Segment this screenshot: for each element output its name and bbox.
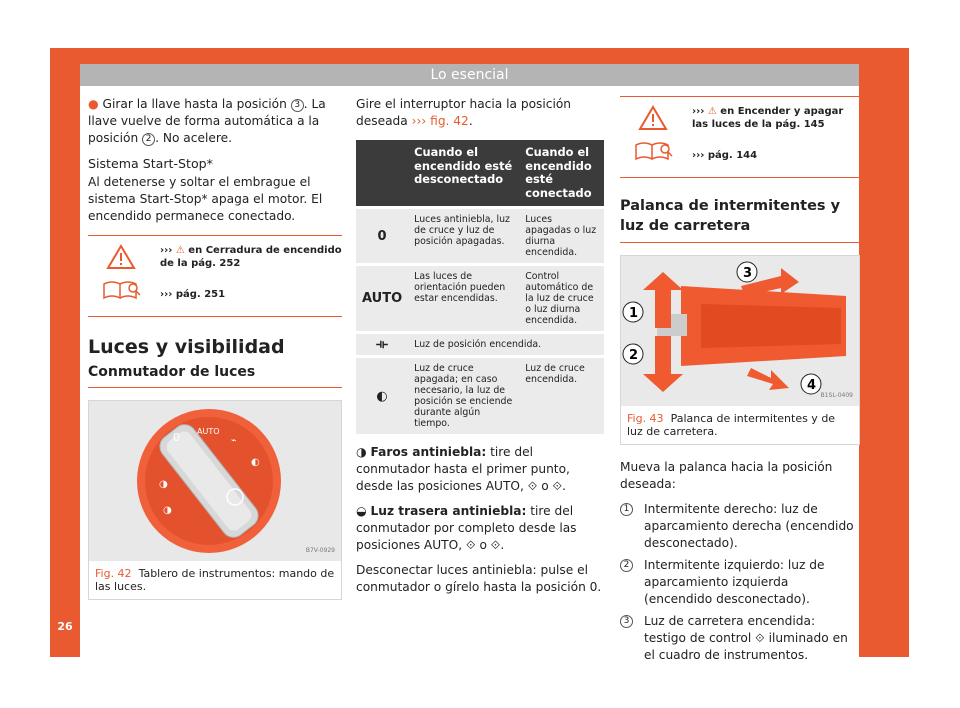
page-reference[interactable]: ››› pág. 251: [160, 289, 226, 300]
warning-text: en Cerradura de encendido de la pág. 252: [160, 245, 342, 269]
stalk-image: [621, 256, 859, 406]
table-header-row: [356, 140, 604, 208]
arrows: ›››: [160, 245, 173, 256]
page-reference[interactable]: ››› pág. 144: [692, 150, 758, 161]
text: Gire el interruptor hacia la posición deseada: [356, 97, 572, 128]
parking-light-icon: ⟛: [356, 333, 408, 357]
warning-text: en Encender y apagar las luces de la pág. 145: [692, 106, 844, 130]
step-text: Luz de carretera encendida: testigo de control ⟐ iluminado en el cuadro de instrumentos.: [644, 614, 848, 662]
warning-reference[interactable]: [160, 244, 342, 270]
table-row: [356, 208, 604, 265]
list-item: [620, 613, 860, 664]
table-header-off: Cuando el encendido esté desconectado: [408, 140, 519, 208]
table-cell: Luz de cruce encendida.: [519, 357, 604, 435]
table-header-symbol: [356, 140, 408, 208]
warning-box: [620, 96, 860, 178]
figure-link[interactable]: ››› fig. 42: [411, 114, 469, 128]
figure-42: [88, 400, 342, 600]
steps-list: [620, 501, 860, 664]
warning-icon: [106, 244, 136, 270]
low-beam-icon: ◐: [356, 357, 408, 435]
table-cell: Luz de posición encendida.: [408, 333, 604, 357]
fog-paragraph: [356, 444, 604, 495]
text: . La llave vuelve de forma automática a la posición: [88, 97, 326, 145]
stalk-illustration: [621, 256, 859, 406]
caption-text: Palanca de intermitentes y de luz de carretera.: [627, 412, 836, 438]
subtitle: Sistema Start-Stop*: [88, 156, 213, 171]
paragraph: Al detenerse y soltar el embrague el sistema Start-Stop* apaga el motor. El encendido permanece conectado.: [88, 175, 323, 223]
callout-3: 3: [743, 266, 753, 281]
text: tire del conmutador por completo desde las posiciones AUTO, ⟐ o ⟐.: [356, 504, 577, 552]
table-row: [356, 357, 604, 435]
text: Girar la llave hasta la posición: [102, 97, 291, 111]
light-knob-illustration: [89, 401, 341, 561]
section-title: Palanca de intermitentes y luz de carretera: [620, 196, 860, 243]
figure-43: [620, 255, 860, 445]
knob-label-0: 0: [173, 431, 180, 444]
symbol-zero: 0: [356, 208, 408, 265]
list-item: [620, 557, 860, 608]
bullet-icon: ●: [88, 97, 99, 111]
callout-2: 2: [629, 348, 639, 363]
step-number: 3: [620, 615, 633, 628]
intro-paragraph: Mueva la palanca hacia la posición deseada:: [620, 460, 833, 491]
book-icon: [634, 139, 674, 161]
text: tire del conmutador hasta el primer punto, desde las posiciones AUTO, ⟐ o ⟐.: [356, 445, 570, 493]
subsection-title: Conmutador de luces: [88, 364, 342, 388]
svg-text:◑: ◑: [163, 505, 172, 516]
text: .: [468, 114, 473, 128]
disconnect-paragraph: Desconectar luces antiniebla: pulse el conmutador o gírelo hasta la posición 0.: [356, 563, 602, 594]
column-3: [620, 96, 860, 669]
warning-mini-icon: ⚠: [175, 245, 185, 256]
table-row: [356, 333, 604, 357]
figure-credit: B7V-0929: [305, 547, 335, 554]
rear-fog-title: Luz trasera antiniebla:: [370, 504, 527, 518]
fog-light-icon: ◑: [356, 445, 367, 459]
figure-caption: [89, 561, 341, 599]
column-2: [356, 96, 604, 604]
warning-box: [88, 235, 342, 317]
book-icon: [102, 278, 142, 300]
knob-label-auto: AUTO: [197, 427, 220, 436]
figure-label: Fig. 42: [95, 567, 132, 580]
position-number: 3: [291, 99, 304, 112]
figure-label: Fig. 43: [627, 412, 664, 425]
svg-text:◐: ◐: [251, 457, 260, 468]
list-item: [620, 501, 860, 552]
table-cell: Luz de cruce apagada; en caso necesario, la luz de posición se enciende durante algún tiempo.: [408, 357, 519, 435]
text: . No acelere.: [155, 131, 232, 145]
step-text: Intermitente izquierdo: luz de aparcamiento izquierda (encendido desconectado).: [644, 558, 825, 606]
svg-text:◑: ◑: [159, 479, 168, 490]
fog-title: Faros antiniebla:: [370, 445, 487, 459]
callout-4: 4: [807, 378, 817, 393]
rear-fog-paragraph: [356, 503, 604, 554]
page-number: 26: [57, 620, 73, 633]
callout-1: 1: [629, 306, 639, 321]
symbol-auto: AUTO: [356, 265, 408, 333]
section-title: Luces y visibilidad: [88, 336, 285, 358]
table-header-on: Cuando el encendido esté conectado: [519, 140, 604, 208]
column-1: [88, 96, 342, 600]
svg-text:⌁: ⌁: [231, 436, 237, 446]
table-cell: Control automático de la luz de cruce o luz diurna encendida.: [519, 265, 604, 333]
warning-reference[interactable]: [692, 105, 860, 131]
step-number: 1: [620, 503, 633, 516]
table-cell: Las luces de orientación pueden estar encendidas.: [408, 265, 519, 333]
warning-mini-icon: ⚠: [707, 106, 717, 117]
step-number: 2: [620, 559, 633, 572]
warning-icon: [638, 105, 668, 131]
caption-text: Tablero de instrumentos: mando de las luces.: [95, 567, 335, 593]
arrows: ›››: [692, 106, 705, 117]
step-text: Intermitente derecho: luz de aparcamiento derecha (encendido desconectado).: [644, 502, 854, 550]
bullet-paragraph: [88, 96, 342, 147]
rear-fog-icon: ◒: [356, 504, 367, 518]
table-cell: Luces apagadas o luz diurna encendida.: [519, 208, 604, 265]
page-header: Lo esencial: [80, 64, 859, 86]
light-positions-table: [356, 140, 604, 434]
figure-caption: [621, 406, 859, 444]
table-row: [356, 265, 604, 333]
position-number: 2: [142, 133, 155, 146]
light-switch-image: [89, 401, 341, 561]
figure-credit: B1SL-0409: [820, 392, 853, 399]
intro-paragraph: [356, 96, 604, 130]
table-cell: Luces antiniebla, luz de cruce y luz de posición apagadas.: [408, 208, 519, 265]
